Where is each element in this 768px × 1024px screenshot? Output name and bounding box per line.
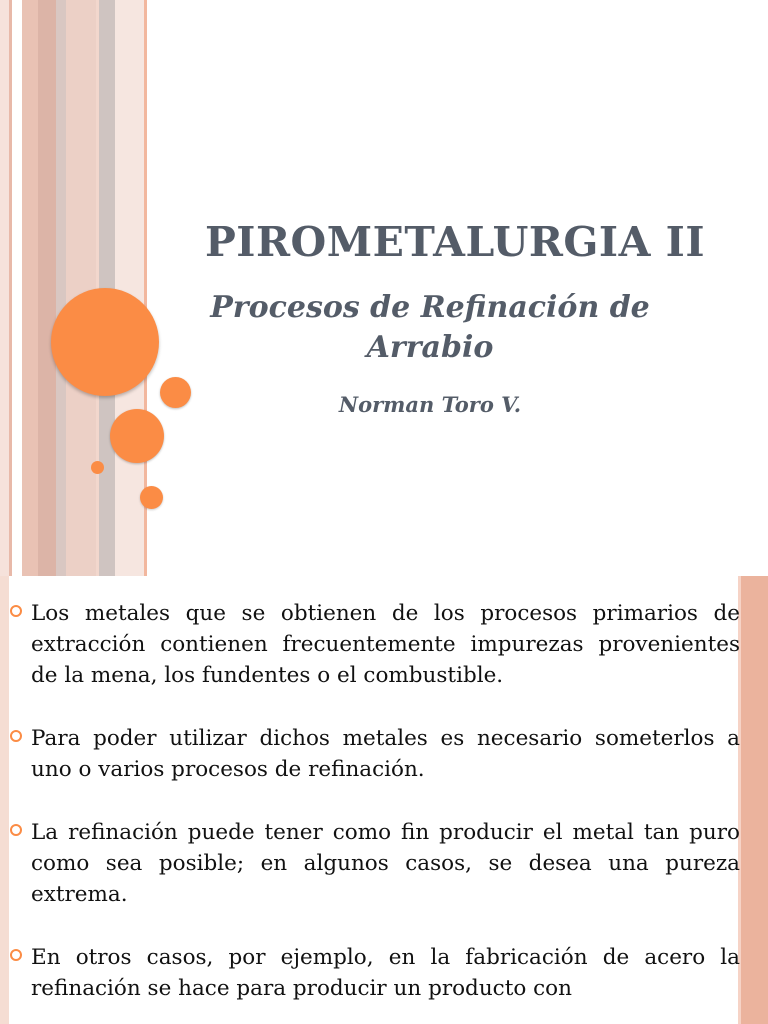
decorative-stripe bbox=[9, 0, 12, 576]
ring-bullet-icon bbox=[10, 605, 22, 617]
decorative-stripe bbox=[115, 0, 144, 576]
decorative-stripe bbox=[56, 0, 66, 576]
bullet-text: Los metales que se obtienen de los procesos primarios de extracción contienen frecuentemente impurezas provenientes de la mena, los fundentes o el combustible. bbox=[31, 601, 740, 688]
ring-bullet-icon bbox=[10, 730, 22, 742]
bullet-item bbox=[8, 817, 740, 910]
ring-bullet-icon bbox=[10, 949, 22, 961]
bullet-item bbox=[8, 723, 740, 785]
bullet-list bbox=[8, 598, 740, 1024]
decorative-circle-small bbox=[160, 377, 191, 408]
content-slide bbox=[0, 576, 768, 1024]
bullet-text: En otros casos, por ejemplo, en la fabricación de acero la refinación se hace para producir un producto con bbox=[31, 945, 740, 1001]
bullet-item bbox=[8, 942, 740, 1004]
decorative-stripe bbox=[741, 576, 768, 1024]
slide-title: PIROMETALURGIA II bbox=[204, 218, 706, 266]
bullet-item bbox=[8, 598, 740, 691]
decorative-circle-small bbox=[140, 486, 163, 509]
decorative-stripe bbox=[66, 0, 96, 576]
bullet-text: La refinación puede tener como fin producir el metal tan puro como sea posible; en algunos casos, se desea una pureza extrema. bbox=[31, 820, 740, 907]
decorative-circle-tiny bbox=[91, 461, 104, 474]
ring-bullet-icon bbox=[10, 824, 22, 836]
decorative-circle-medium bbox=[110, 409, 164, 463]
decorative-stripe bbox=[0, 0, 9, 576]
decorative-stripe bbox=[38, 0, 56, 576]
bullet-text: Para poder utilizar dichos metales es necesario someterlos a uno o varios procesos de refinación. bbox=[31, 726, 740, 782]
decorative-stripe bbox=[22, 0, 38, 576]
decorative-circle-large bbox=[51, 288, 159, 396]
slide-author: Norman Toro V. bbox=[338, 392, 522, 417]
slide-subtitle: Procesos de Refinación de Arrabio bbox=[210, 290, 650, 365]
